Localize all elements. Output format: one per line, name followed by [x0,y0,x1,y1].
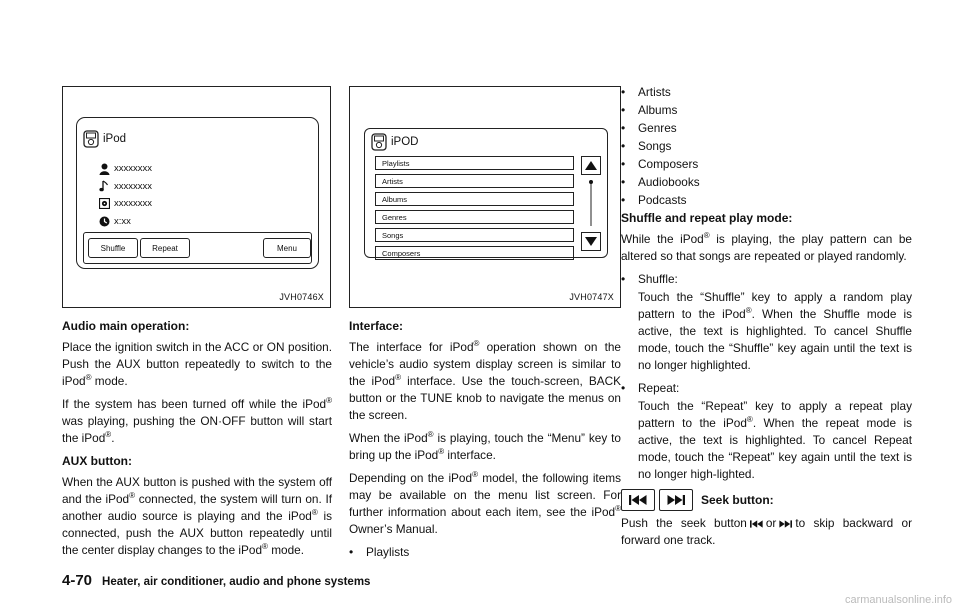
scroll-track[interactable] [589,180,593,226]
album-icon [99,198,110,209]
music-note-icon [99,180,109,192]
paragraph: Touch the “Shuffle” key to apply a random play pattern to the iPod®. When the Shuffle mode is active, the text is highlighted. To cancel Shuffle mode, touch the “Shuffle” key again until the text is no longer highlighted. [638,290,912,372]
list-item: • Audiobooks [621,175,700,189]
heading-interface: Interface: [349,319,404,333]
text-column-3 [621,84,912,555]
display-screen [364,128,608,258]
control-bar [83,232,312,264]
clock-icon [99,216,110,227]
list-item: • Songs [621,139,672,153]
page-footer [62,572,370,589]
screen-title: iPOD [391,136,419,148]
figure-id: JVH0747X [569,292,614,302]
artist-text: xxxxxxxx [114,163,152,175]
time-text: x:xx [114,215,131,227]
figure-ipod-main-screen [62,86,331,308]
list-item: • Albums [621,103,678,117]
screen-title: iPod [103,133,127,145]
paragraph: Place the ignition switch in the ACC or ON position. Push the AUX button repeatedly to switch to the iPod® mode. [62,340,332,388]
skip-forward-icon [779,520,792,528]
album-row [97,195,152,213]
triangle-up-icon [585,161,597,170]
paragraph: The interface for iPod® operation shown on the vehicle’s audio system display screen is similar to the iPod® interface. Use the touch-screen, BACK button or the TUNE knob to navigate the menus on the screen. [349,339,621,422]
paragraph: If the system has been turned off while the iPod® was playing, pushing the ON·OFF button will start the iPod®. [62,396,332,445]
time-row [97,213,152,231]
menu-item-genres[interactable]: Genres [375,210,574,224]
skip-back-icon [629,495,647,505]
list-item: • Repeat: [621,381,680,395]
repeat-button[interactable]: Repeat [140,238,190,258]
page-number: 4-70 [62,572,93,589]
paragraph: When the AUX button is pushed with the system off and the iPod® connected, the system will turn on. If another audio source is playing and the iPod® is connected, push the AUX button repeatedly until the center display changes to the iPod® mode. [62,475,333,557]
person-icon [99,163,110,175]
artist-row [97,160,152,178]
screen-header [83,130,126,148]
heading-shuffle-repeat: Shuffle and repeat play mode: [621,211,793,225]
paragraph: Depending on the iPod® model, the following items may be available on the menu list screen. For further information about each item, see the iPod® Owner’s Manual. [349,470,622,536]
heading-audio-main-operation: Audio main operation: [62,319,190,333]
shuffle-button[interactable]: Shuffle [88,238,138,258]
menu-button[interactable]: Menu [263,238,311,258]
skip-forward-icon [667,495,685,505]
track-info [97,160,152,230]
album-text: xxxxxxxx [114,198,152,210]
paragraph: While the iPod® is playing, the play pattern can be altered so that songs are repeated or played randomly. [621,231,912,263]
seek-back-button [621,489,655,511]
display-screen [76,117,319,269]
seek-heading-row [621,489,912,511]
list-item: • Composers [621,157,699,171]
ipod-icon [83,130,99,148]
menu-item-artists[interactable]: Artists [375,174,574,188]
watermark: carmanualsonline.info [844,594,952,606]
triangle-down-icon [585,237,597,246]
ipod-icon [371,133,387,151]
skip-back-icon [750,520,763,528]
heading-aux-button: AUX button: [62,454,132,468]
scrollbar[interactable] [581,156,601,251]
seek-forward-button [659,489,693,511]
heading-seek-button: Seek button: [701,492,774,507]
scroll-up-button[interactable] [581,156,601,175]
list-item: • Playlists [349,545,410,559]
menu-item-songs[interactable]: Songs [375,228,574,242]
list-item: • Artists [621,85,671,99]
menu-item-albums[interactable]: Albums [375,192,574,206]
scroll-down-button[interactable] [581,232,601,251]
paragraph: When the iPod® is playing, touch the “Menu” key to bring up the iPod® interface. [349,430,621,462]
figure-id: JVH0746X [279,292,324,302]
menu-item-composers[interactable]: Composers [375,246,574,260]
chapter-title: Heater, air conditioner, audio and phone systems [102,576,371,588]
list-item: • Podcasts [621,193,687,207]
song-row [97,178,152,196]
screen-header [371,133,418,151]
paragraph: Touch the “Repeat” key to apply a repeat play pattern to the iPod®. When the repeat mode is active, the text is highlighted. To cancel Repeat mode, touch the “Repeat” key again until the text is no longer high-lighted. [638,399,912,481]
text-column-2 [349,318,621,562]
list-item: • Genres [621,121,677,135]
text-column-1 [62,318,332,565]
paragraph: Push the seek button or to skip backward or forward one track. [621,516,912,547]
song-text: xxxxxxxx [114,180,152,192]
figure-ipod-menu-screen [349,86,621,308]
menu-item-playlists[interactable]: Playlists [375,156,574,170]
menu-list [375,156,574,264]
list-item: • Shuffle: [621,272,678,286]
